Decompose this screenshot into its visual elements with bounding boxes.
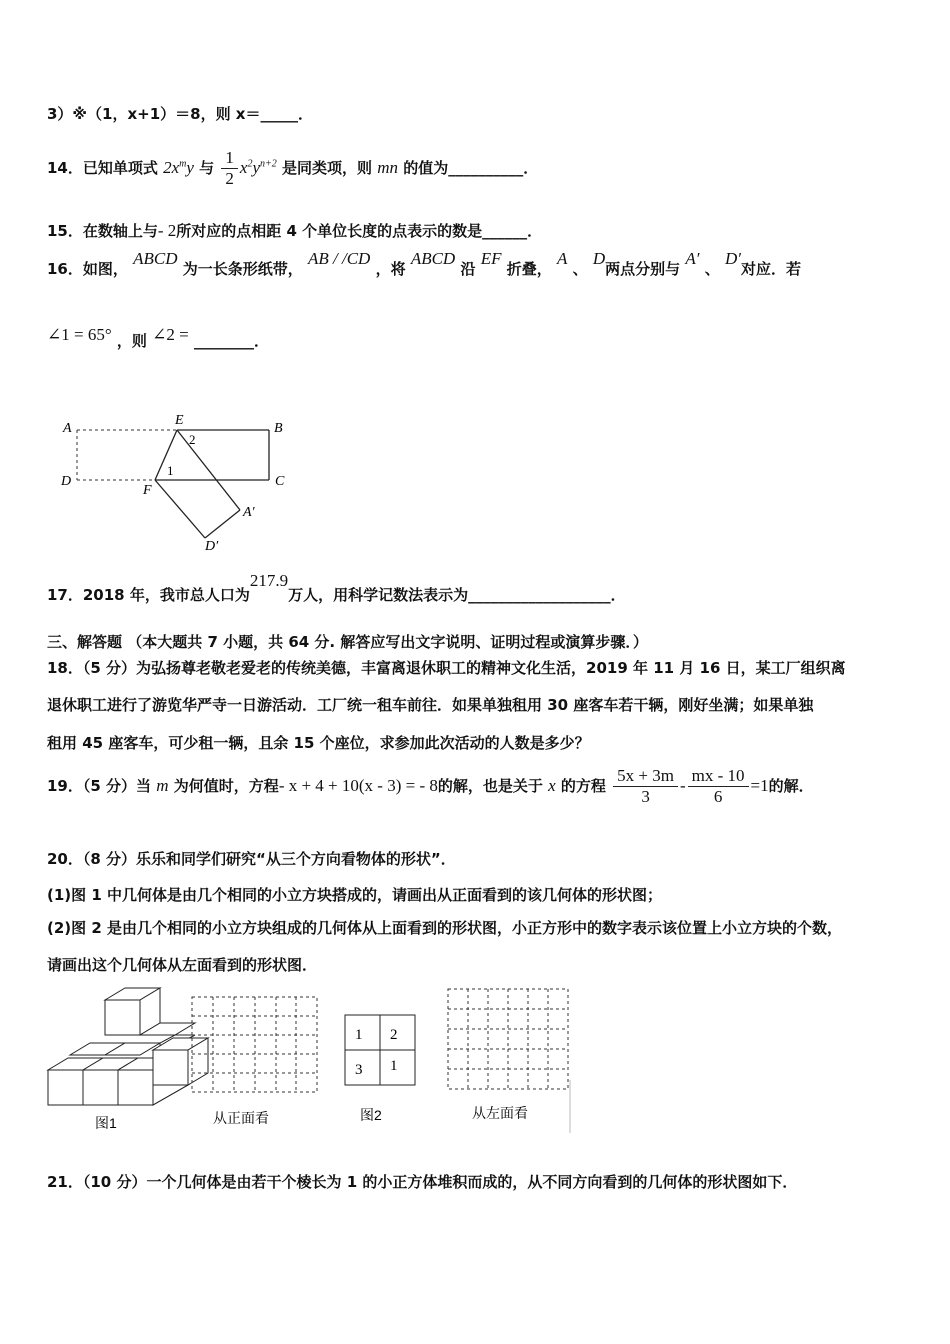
figure-1-caption: 图1 (95, 1115, 117, 1131)
question-14-label: 14．已知单项式 (47, 159, 158, 177)
question-20-l3: (2)图 2 是由几个相同的小立方块组成的几何体从上面看到的形状图，小正方形中的数字表示该位置上小立方块的个数， (47, 919, 843, 937)
question-16: 16．如图， ABCD 为一长条形纸带， AB / /CD ，将 ABCD 沿 EF 折叠， A 、 D两点分别与 A′ 、 D′对应．若 (47, 249, 801, 278)
question-18-l1: 18．（5 分）为弘扬尊老敬老爱老的传统美德，丰富离退休职工的精神文化生活，2019 年 11 月 16 日，某工厂组织离 (47, 659, 846, 677)
label-F: F (143, 483, 152, 498)
label-D-prime: D′ (205, 539, 219, 554)
fraction-1: $\frac{5x + 3m}{3}$ (613, 766, 678, 807)
front-view-caption: 从正面看 (213, 1110, 269, 1126)
monomial-1: $2x^my$ (163, 158, 194, 177)
label-angle-2: 2 (189, 432, 196, 447)
grid-number-1: 1 (355, 1027, 363, 1043)
angle-2: ∠2 = (152, 325, 189, 344)
equation-1: - x + 4 + 10(x - 3) = - 8 (278, 776, 438, 795)
question-19: 19．（5 分）当 m 为何值时，方程- x + 4 + 10(x - 3) = - 8的解，也是关于 x 的方程 $\frac{5x + 3m}{3}$ - $\frac{mx - 10}{6}$ =1的解． (47, 766, 814, 806)
question-18-l2: 退休职工进行了游览华严寺一日游活动．工厂统一租车前往．如果单独租用 30 座客车若干辆，刚好坐满；如果单独 (47, 696, 814, 714)
label-angle-1: 1 (167, 463, 174, 478)
question-15: 15．在数轴上与- 2所对应的点相距 4 个单位长度的点表示的数是______． (47, 221, 543, 240)
left-view-grid (448, 989, 568, 1089)
front-view-grid (192, 997, 317, 1092)
monomial-2: $x^2y^{n+2}$ (239, 158, 277, 177)
label-E: E (175, 413, 184, 428)
q20-figures (40, 985, 580, 1135)
fraction-half: $\frac{1}{2}$ (221, 148, 238, 189)
question-13 (47, 103, 313, 124)
question-20-l4: 请画出这个几何体从左面看到的形状图． (47, 956, 318, 974)
figure-2-caption: 图2 (360, 1107, 382, 1123)
grid-number-3: 3 (355, 1062, 363, 1078)
fold-figure (55, 410, 295, 560)
question-13-text: 3）※（1，x+1）＝8，则 x＝_____． (47, 105, 313, 123)
label-D: D (61, 474, 72, 489)
label-A: A (63, 421, 72, 436)
angle-1: ∠1 = 65° (47, 325, 112, 344)
value-neg2: - 2 (157, 221, 177, 240)
label-A-prime: A′ (243, 505, 255, 520)
population-value: 217.9 (249, 571, 289, 590)
expr-mn: mn (377, 158, 399, 177)
expr-parallel: AB / /CD (307, 249, 371, 268)
grid-number-4: 1 (390, 1058, 398, 1074)
question-14: 14．已知单项式 $2x^my$ 与 $\frac{1}{2}$ $x^2y^{n+2}$ 是同类项，则 mn 的值为__________． (47, 148, 539, 188)
question-21: 21．（10 分）一个几何体是由若干个棱长为 1 的小正方体堆积而成的，从不同方向看到的几何体的形状图如下． (47, 1173, 798, 1191)
question-17: 17．2018 年，我市总人口为217.9万人，用科学记数法表示为___________________． (47, 571, 626, 604)
grid-number-2: 2 (390, 1027, 398, 1043)
question-18-l3: 租用 45 座客车，可少租一辆，且余 15 个座位，求参加此次活动的人数是多少？ (47, 734, 590, 752)
expr-abcd: ABCD (133, 249, 178, 268)
question-20-l1: 20．（8 分）乐乐和同学们研究“从三个方向看物体的形状”． (47, 850, 456, 868)
label-C: C (275, 474, 285, 489)
left-view-caption: 从左面看 (472, 1105, 528, 1121)
question-20-l2: (1)图 1 中几何体是由几个相同的小立方块搭成的，请画出从正面看到的该几何体的形状图； (47, 886, 663, 904)
fraction-2: $\frac{mx - 10}{6}$ (688, 766, 749, 807)
section-3-title: 三、解答题 （本大题共 7 小题，共 64 分. 解答应写出文字说明、证明过程或演算步骤．） (47, 633, 648, 651)
figure-1-cubes (48, 988, 208, 1105)
question-16-line2: ∠1 = 65° ，则 ∠2 = ________． (47, 325, 269, 350)
label-B: B (274, 421, 283, 436)
